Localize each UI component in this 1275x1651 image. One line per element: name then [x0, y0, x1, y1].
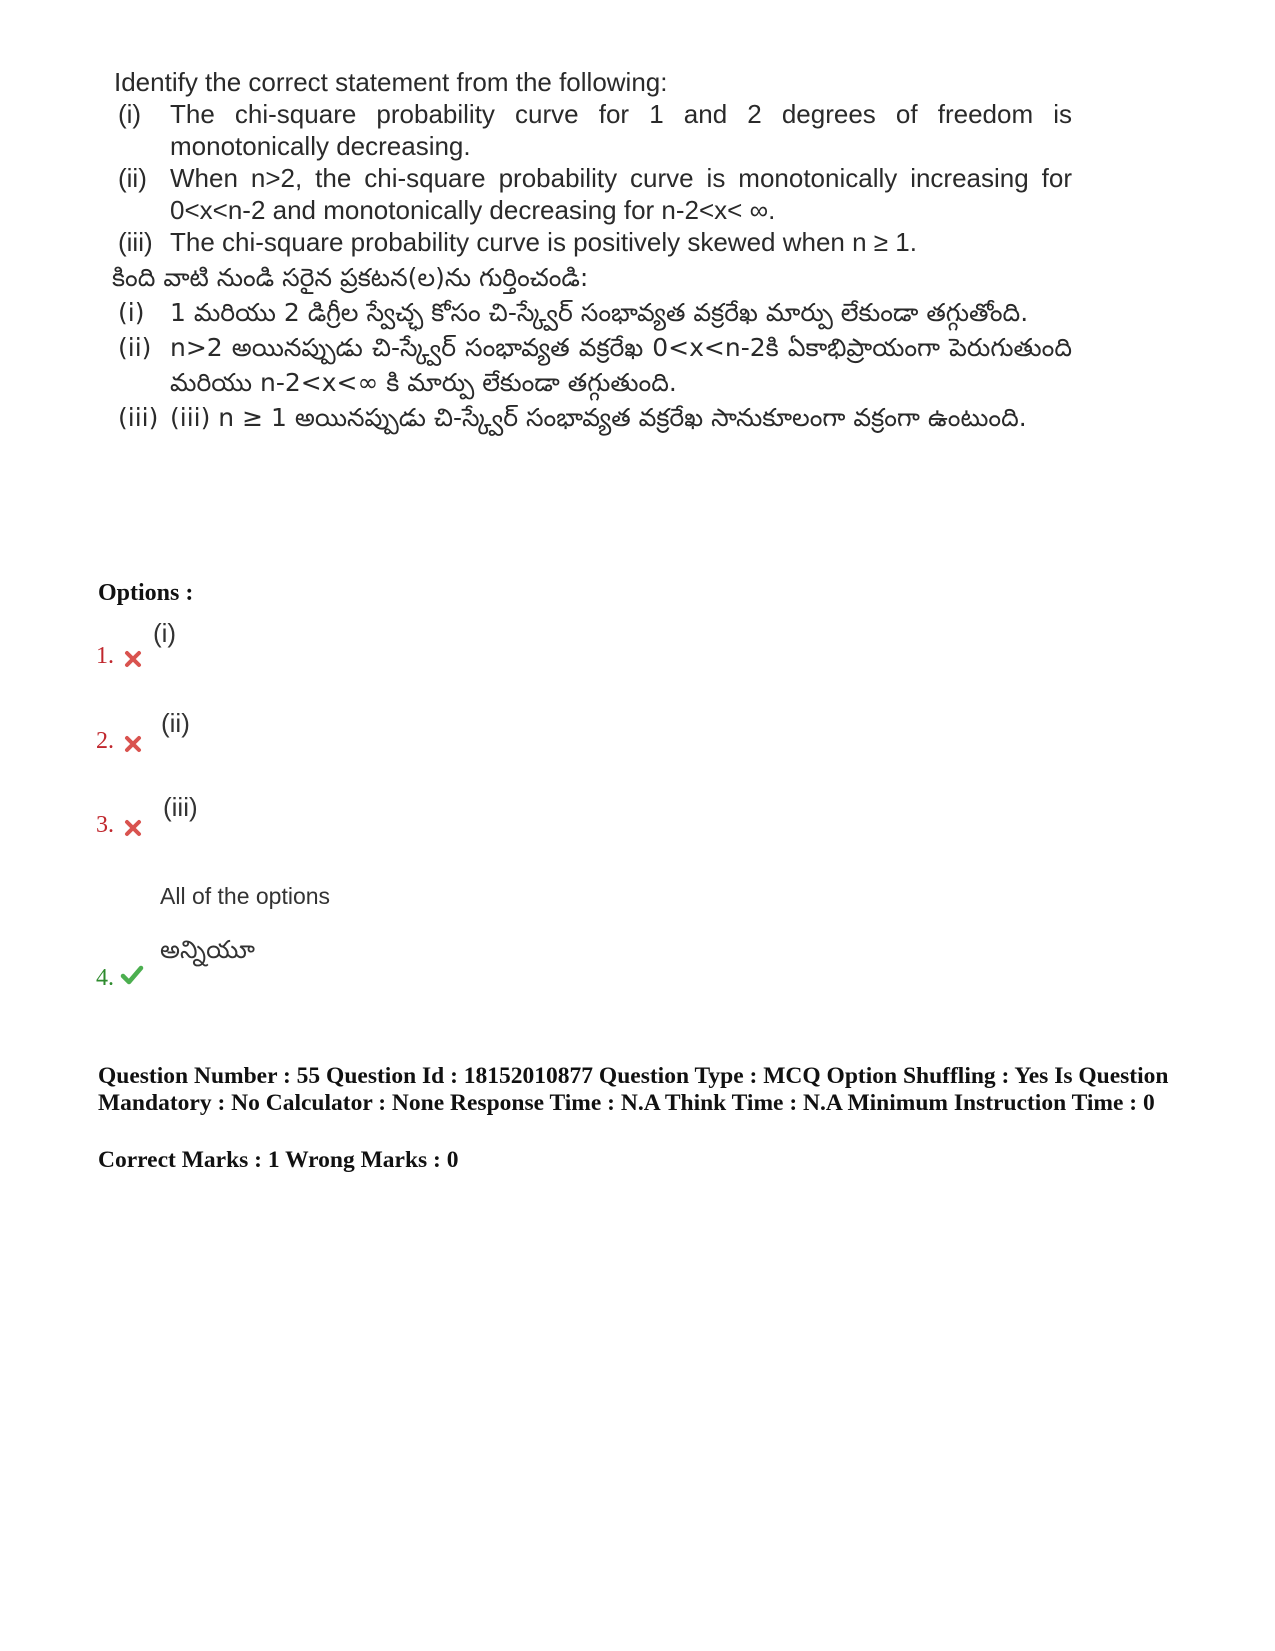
telugu-statement-number: (i) — [118, 298, 145, 327]
option-text[interactable]: (ii) — [161, 708, 190, 738]
options-label: Options : — [98, 580, 194, 606]
statement-text: The chi-square probability curve for 1 and 2 degrees of freedom is monotonically decreasing. — [170, 99, 1072, 161]
cross-icon — [124, 650, 142, 668]
telugu-intro: కింది వాటి నుండి సరైన ప్రకటన(ల)ను గుర్తించండి: — [112, 263, 589, 292]
telugu-statement-text: (iii) n ≥ 1 అయినప్పుడు చి-స్క్వేర్ సంభావ్యత వక్రరేఖ సానుకూలంగా వక్రంగా ఉంటుంది. — [170, 403, 1027, 432]
statement-number: (iii) — [118, 227, 153, 257]
statement-item — [112, 162, 1072, 226]
option-text[interactable]: (iii) — [163, 792, 198, 822]
option-number: 3. — [96, 812, 114, 838]
statement-text: When n>2, the chi-square probability curve is monotonically increasing for 0<x<n-2 and monotonically decreasing for n-2<x< ∞. — [170, 163, 1072, 225]
cross-icon — [124, 819, 142, 837]
telugu-statement-item — [112, 330, 1072, 400]
telugu-statement-number: (iii) — [118, 403, 159, 432]
telugu-statement-text: 1 మరియు 2 డిగ్రీల స్వేచ్ఛ కోసం చి-స్క్వేర్ సంభావ్యత వక్రరేఖ మార్పు లేకుండా తగ్గుతోంది. — [170, 298, 1029, 327]
option-text-telugu[interactable]: అన్నియూ — [160, 935, 255, 964]
checkmark-icon — [120, 965, 144, 985]
statement-text: The chi-square probability curve is positively skewed when n ≥ 1. — [170, 227, 917, 257]
option-text[interactable]: (i) — [153, 618, 177, 648]
question-image — [112, 66, 1072, 435]
statement-item — [112, 98, 1072, 162]
statement-number: (i) — [118, 99, 142, 129]
option-number: 1. — [96, 643, 114, 669]
cross-icon — [124, 735, 142, 753]
statement-item — [112, 226, 1072, 258]
telugu-statement-item — [112, 400, 1072, 435]
telugu-statement-item — [112, 295, 1072, 330]
telugu-statement-number: (ii) — [118, 333, 152, 362]
marks-info: Correct Marks : 1 Wrong Marks : 0 — [98, 1147, 459, 1173]
question-metadata: Question Number : 55 Question Id : 18152010877 Question Type : MCQ Option Shuffling : Yes Is Question Mandatory : No Calculator : None Response Time : N.A Think Time : N.A Minimum Instruction Time : 0 — [98, 1063, 1169, 1116]
option-number: 4. — [96, 965, 114, 991]
question-intro: Identify the correct statement from the following: — [114, 67, 668, 97]
statement-number: (ii) — [118, 163, 147, 193]
telugu-statement-text: n>2 అయినప్పుడు చి-స్క్వేర్ సంభావ్యత వక్రరేఖ 0<x<n-2కి ఏకాభిప్రాయంగా పెరుగుతుంది మరియు n-2<x<∞ కి మార్పు లేకుండా తగ్గుతుంది. — [170, 333, 1072, 397]
option-text[interactable]: All of the options — [160, 883, 331, 909]
option-number: 2. — [96, 728, 114, 754]
